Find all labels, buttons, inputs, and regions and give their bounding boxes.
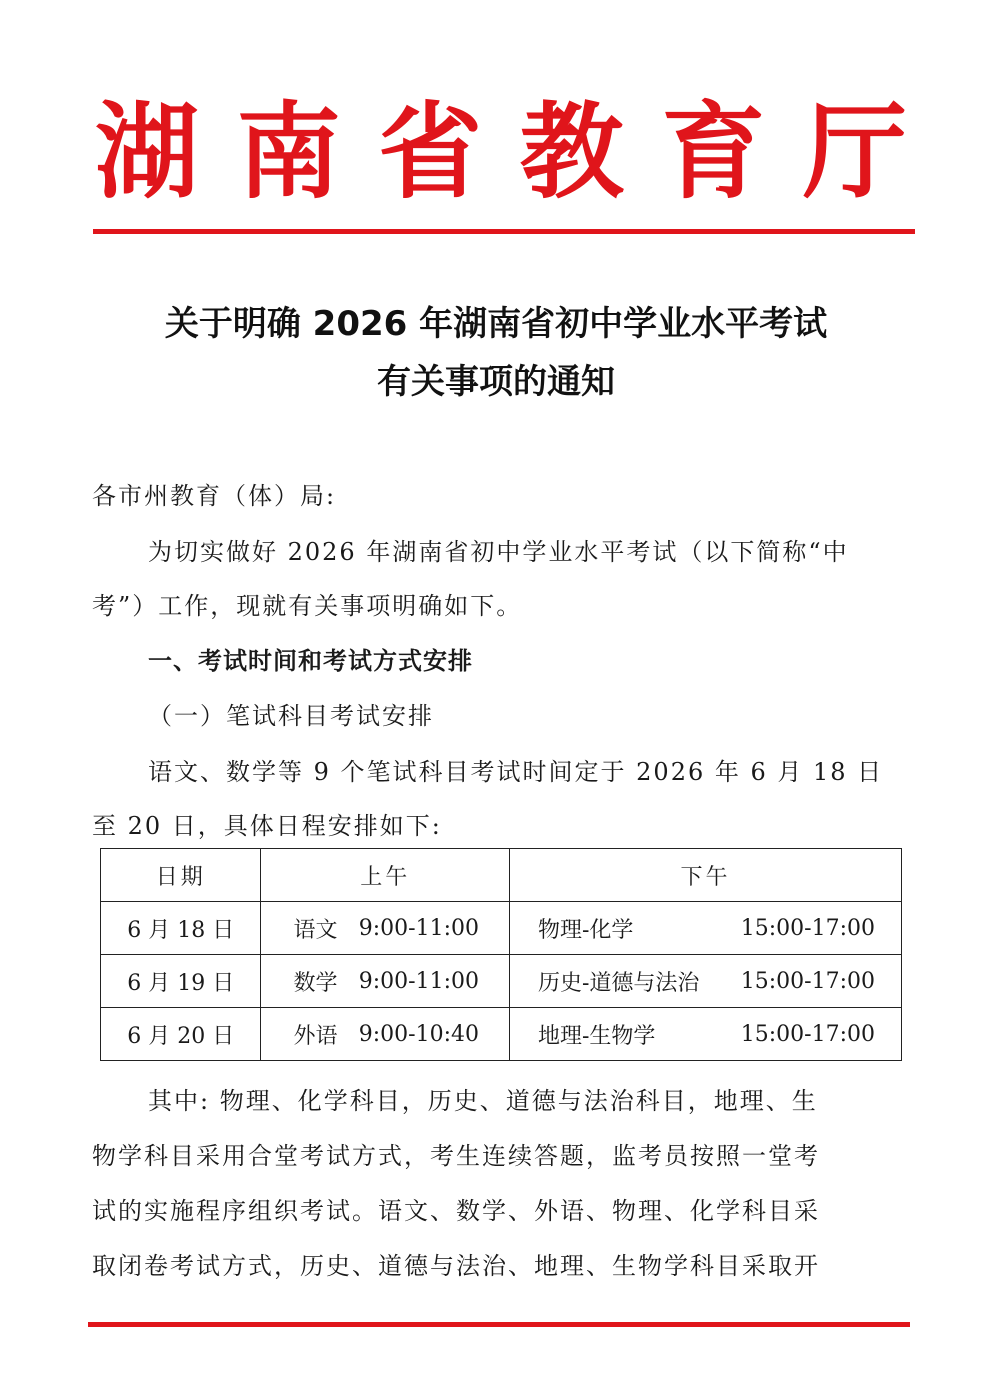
afternoon-cell [510,902,902,955]
top-red-rule [93,229,915,234]
subsection-heading-1: （一）笔试科目考试安排 [148,702,434,730]
date-cell: 6 月 18 日 [101,902,261,955]
afternoon-cell [510,1008,902,1061]
salutation: 各市州教育（体）局: [92,482,337,510]
am-time: 9:00-11:00 [358,915,479,941]
am-subject: 外语 [293,1023,338,1049]
exam-schedule-table [100,848,902,1061]
schedule-line-2: 至 20 日，具体日程安排如下: [92,812,442,840]
pm-subject: 历史-道德与法治 [538,970,700,996]
date-cell: 6 月 19 日 [101,955,261,1008]
intro-line-1: 为切实做好 2026 年湖南省初中学业水平考试（以下简称“中 [148,538,849,566]
note-line-1: 其中: 物理、化学科目，历史、道德与法治科目，地理、生 [148,1087,818,1115]
intro-line-2: 考”）工作，现就有关事项明确如下。 [92,592,523,620]
masthead-char: 育 [661,90,766,213]
masthead-char: 教 [519,90,624,213]
note-line-4: 取闭卷考试方式，历史、道德与法治、地理、生物学科目采取开 [92,1252,820,1280]
schedule-line-1: 语文、数学等 9 个笔试科目考试时间定于 2026 年 6 月 18 日 [148,758,884,786]
table-row [101,955,902,1008]
pm-subject: 地理-生物学 [538,1023,656,1049]
document-title-line-1: 关于明确 2026 年湖南省初中学业水平考试 [164,304,828,344]
note-line-3: 试的实施程序组织考试。语文、数学、外语、物理、化学科目采 [92,1197,820,1225]
am-time: 9:00-10:40 [358,1021,479,1047]
am-time: 9:00-11:00 [358,968,479,994]
table-row [101,1008,902,1061]
pm-time: 15:00-17:00 [740,1021,875,1047]
pm-time: 15:00-17:00 [740,968,875,994]
table-row [101,902,902,955]
date-cell: 6 月 20 日 [101,1008,261,1061]
masthead-char: 湖 [95,90,200,213]
note-line-2: 物学科目采用合堂考试方式，考生连续答题，监考员按照一堂考 [92,1142,820,1170]
section-heading-1: 一、考试时间和考试方式安排 [148,647,473,675]
masthead-char: 厅 [802,90,907,213]
header-afternoon: 下午 [510,849,902,902]
header-morning: 上午 [261,849,510,902]
document-title-line-2: 有关事项的通知 [377,362,615,402]
bottom-red-rule [88,1322,910,1327]
afternoon-cell [510,955,902,1008]
morning-cell [261,955,510,1008]
masthead-char: 省 [378,90,483,213]
am-subject: 语文 [293,917,338,943]
morning-cell [261,902,510,955]
morning-cell [261,1008,510,1061]
am-subject: 数学 [293,970,338,996]
table-header-row [101,849,902,902]
masthead-char: 南 [236,90,341,213]
pm-subject: 物理-化学 [538,917,634,943]
header-date: 日期 [101,849,261,902]
pm-time: 15:00-17:00 [740,915,875,941]
masthead [95,92,907,212]
